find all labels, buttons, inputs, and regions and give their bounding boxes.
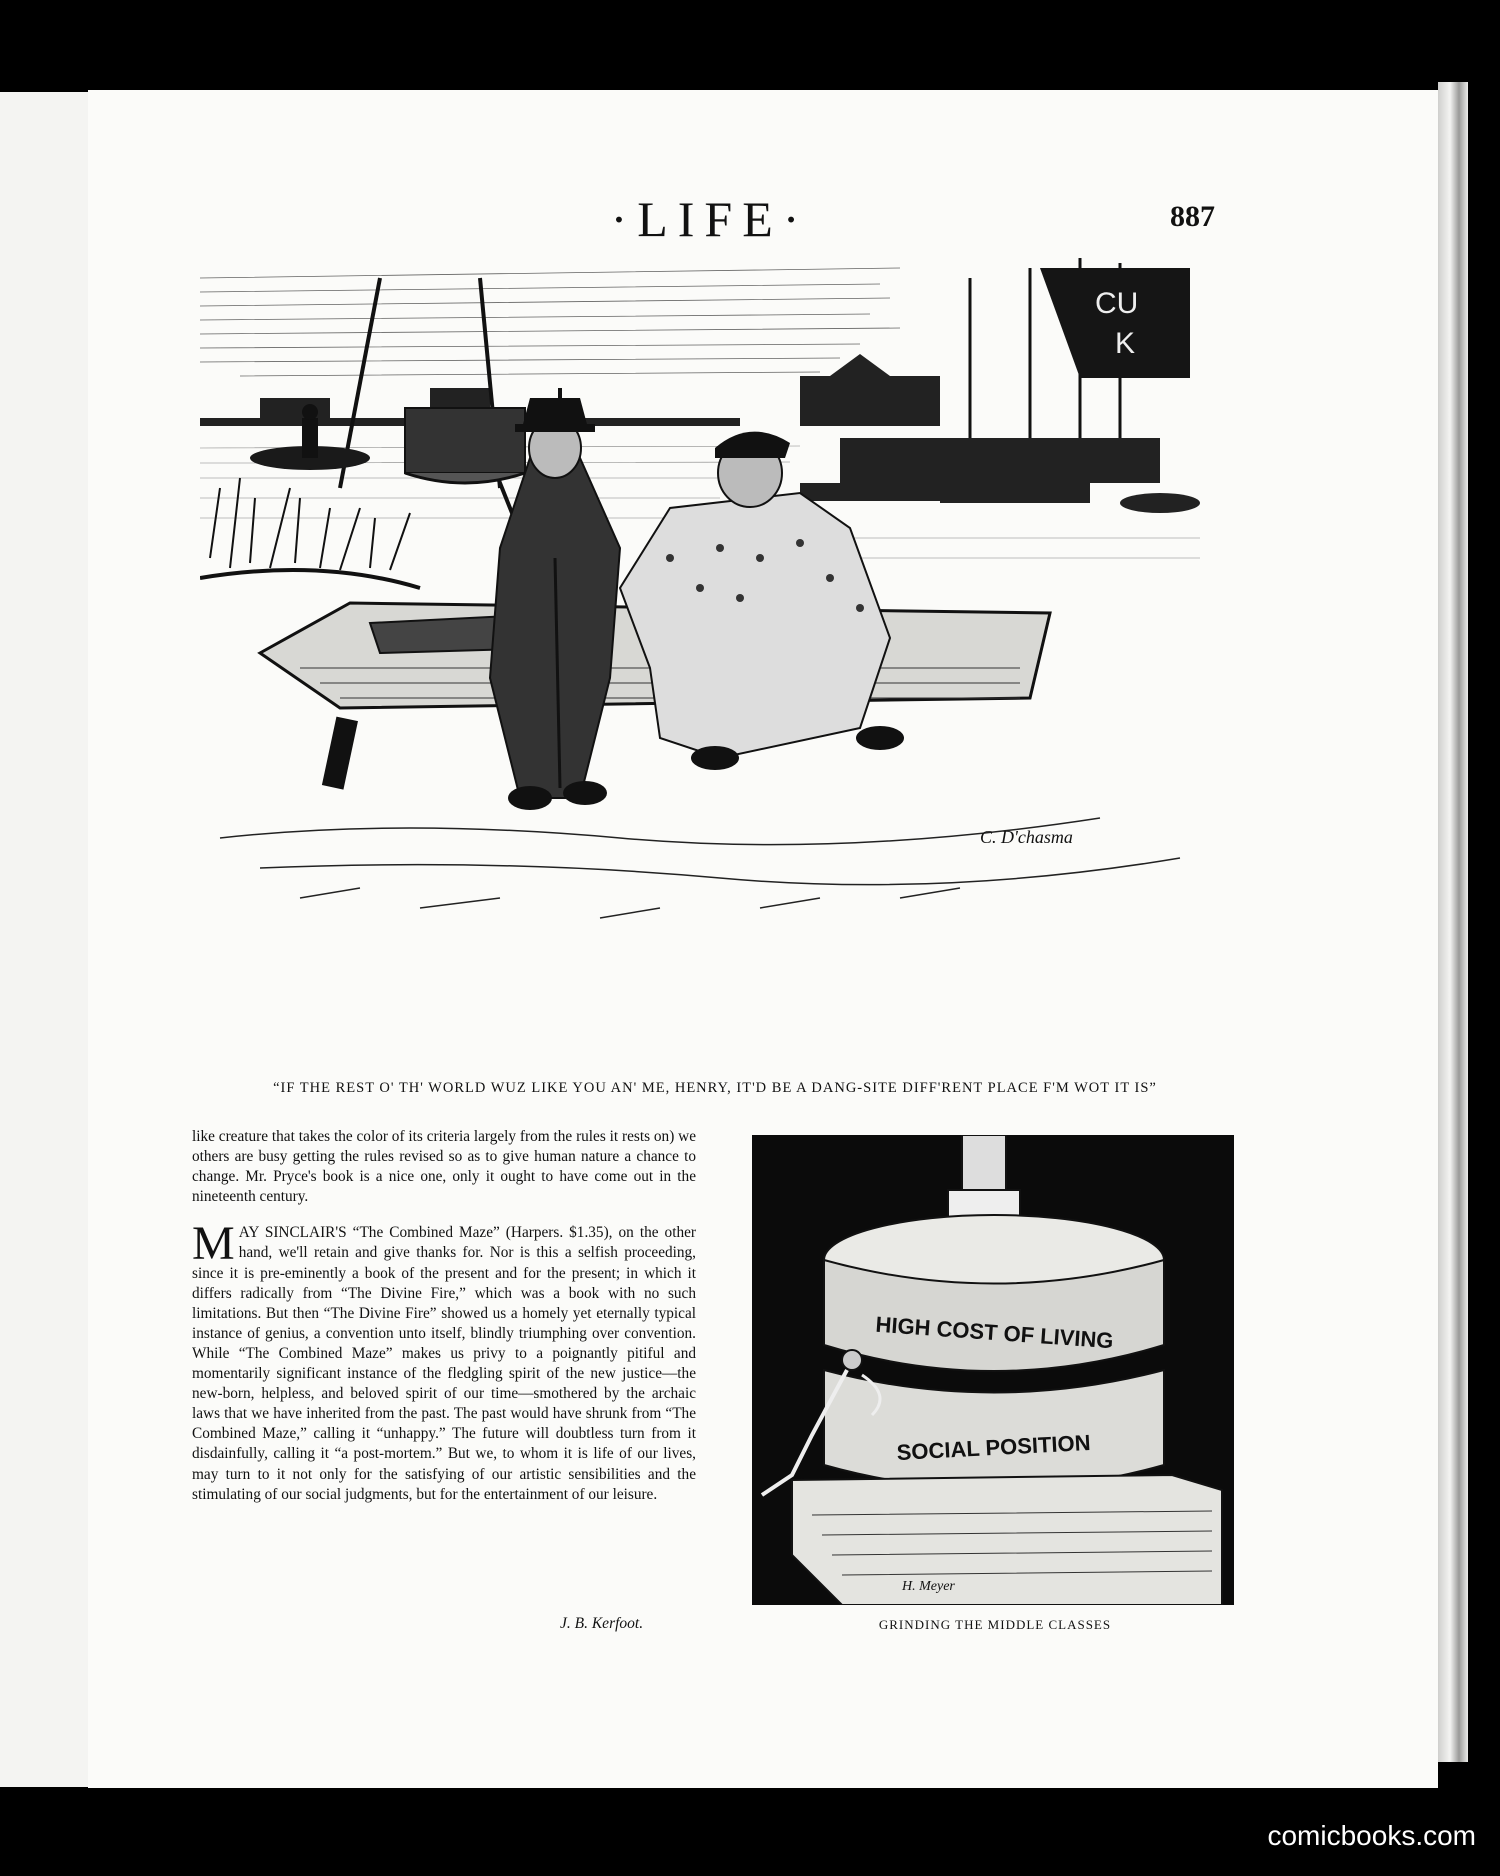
lower-stone-label: SOCIAL POSITION	[896, 1429, 1092, 1466]
cartoon-artist-signature: H. Meyer	[902, 1579, 955, 1594]
svg-text:K: K	[1115, 327, 1136, 360]
book-review-article	[192, 1127, 696, 1505]
upper-millstone	[824, 1215, 1164, 1371]
page-edge	[1438, 82, 1468, 1762]
magazine-masthead: ·LIFE·	[610, 191, 810, 247]
marsh-grass	[200, 478, 420, 588]
stone-base	[792, 1475, 1222, 1605]
harbor-illustration	[200, 258, 1232, 1058]
watermark: comicbooks.com	[1267, 1820, 1476, 1851]
svg-text:CU: CU	[1095, 287, 1139, 320]
left-page-margin	[0, 92, 98, 1787]
upper-stone-label: HIGH COST OF LIVING	[874, 1311, 1115, 1354]
article-paragraph-1: like creature that takes the color of its criteria largely from the rules it rests on) we others are busy getting the rules revised so as to give human nature a chance to change. Mr. Pryce's book is a nice one, only it ought to have come out in the nineteenth century.	[192, 1128, 696, 1206]
sky-hatching	[200, 268, 900, 376]
drop-cap: M	[192, 1217, 235, 1271]
moored-boat	[405, 408, 525, 483]
millstone-cartoon	[752, 1135, 1234, 1605]
docked-boats	[800, 438, 1200, 513]
cartoon-caption: GRINDING THE MIDDLE CLASSES	[878, 1617, 1112, 1632]
author-byline: J. B. Kerfoot.	[560, 1615, 644, 1632]
illustration-caption: “IF THE REST O' TH' WORLD WUZ LIKE YOU AN' ME, HENRY, IT'D BE A DANG-SITE DIFF'RENT PLACE F'M WOT IT IS”	[273, 1080, 1157, 1096]
artist-signature: C. D'chasma	[980, 827, 1073, 847]
page-number: 887	[1170, 200, 1215, 233]
article-paragraph-2	[192, 1217, 696, 1504]
article-paragraph-2-text: AY SINCLAIR'S “The Combined Maze” (Harpers. $1.35), on the other hand, we'll retain and give thanks for. Nor is this a selfish proceeding, since it is pre-eminently a book of the present and for the present; in which it differs radically from “The Divine Fire,” which was a book with no such limitations. But then “The Divine Fire” showed us a homely yet eternally typical instance of genius, a convention unto itself, blindly triumphing over convention. While “The Combined Maze” makes us privy to a poignantly pitiful and momentarily significant instance of the fledgling spirit of the new justice—the new-born, helpless, and beloved spirit of our time—smothered by the archaic laws that we have inherited from the past. The past would have shrunk from “The Combined Maze,” calling it “unhappy.” The future will doubtless turn from it disdainfully, calling it “a post-mortem.” But we, to whom it is life of our lives, may turn to it not only for the satisfying of our artistic sensibilities and the stimulating of our social judgments, but for the entertainment of our leisure.	[192, 1224, 696, 1503]
sail-flag	[1040, 268, 1190, 378]
